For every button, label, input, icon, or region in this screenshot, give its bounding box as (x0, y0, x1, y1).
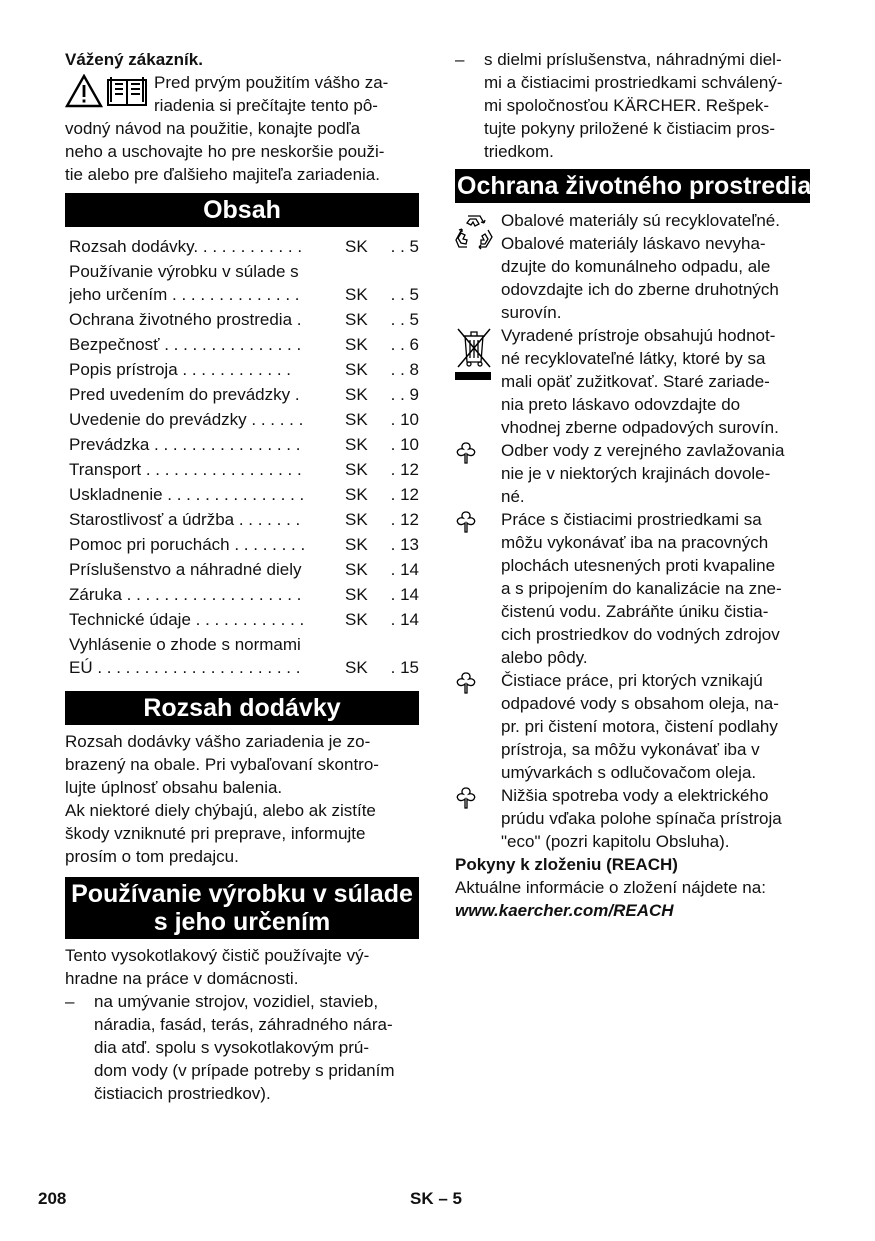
delivery-line: Rozsah dodávky vášho zariadenia je zo- (65, 732, 371, 751)
toc-entry[interactable]: Uskladnenie . . . . . . . . . . . . . . . SK . 12 (69, 485, 419, 504)
dash-bullet: – (65, 992, 75, 1011)
delivery-line: prosím o tom predajcu. (65, 847, 239, 866)
warning-manual-icon (65, 74, 151, 108)
tree-icon (455, 786, 477, 810)
env-item: Vyradené prístroje obsahujú hodnot- né recyklovateľné látky, ktoré by sa mali opäť zužitkovať. Staré zariade- nia preto láskavo odovzdajte do vhodnej zberne odpadových surovín. (455, 324, 810, 439)
toc-entry[interactable]: Záruka . . . . . . . . . . . . . . . . . . . SK . 14 (69, 585, 419, 604)
right-column (455, 48, 810, 922)
toc-entry[interactable]: Rozsah dodávky. . . . . . . . . . . . SK . . 5 (69, 237, 419, 256)
toc-entry[interactable]: Používanie výrobku v súlade s jeho určením . . . . . . . . . . . . . . SK . . 5 (69, 262, 419, 304)
toc-entry[interactable]: Uvedenie do prevádzky . . . . . . SK . 10 (69, 410, 419, 429)
list-item: – na umývanie strojov, vozidiel, stavieb, náradia, fasád, terás, záhradného nára- dia atď. spolu s vysokotlakovým prú- dom vody (v prípade potreby s pridaním čistiacich prostriedkov). (65, 992, 395, 1103)
intended-use-text (65, 944, 419, 1105)
intro-line4: neho a uschovajte ho pre neskoršie použi- (65, 142, 385, 161)
toc-entry[interactable]: Vyhlásenie o zhode s normami EÚ . . . . . . . . . . . . . . . . . . . . . . SK . 15 (69, 635, 419, 677)
tree-icon (455, 671, 477, 695)
delivery-line: Ak niektoré diely chýbajú, alebo ak zistíte (65, 801, 376, 820)
environment-list (455, 209, 810, 853)
left-column (65, 48, 419, 1105)
toc-heading: Obsah (65, 193, 419, 227)
env-item: Čistiace práce, pri ktorých vznikajú odpadové vody s obsahom oleja, na- pr. pri čistení motora, čistení podlahy prístroja, sa môžu vykonávať iba v umývarkách s odlučovačom oleja. (455, 669, 810, 784)
toc-entry[interactable]: Prevádzka . . . . . . . . . . . . . . . . SK . 10 (69, 435, 419, 454)
env-item: Odber vody z verejného zavlažovania nie je v niektorých krajinách dovole- né. (455, 439, 810, 508)
list-item: – s dielmi príslušenstva, náhradnými diel- mi a čistiacimi prostriedkami schválený- mi spoločnosťou KÄRCHER. Rešpek- tujte pokyny priložené k čistiacim pros- triedkom. (455, 50, 783, 161)
intro-line3: vodný návod na použitie, konajte podľa (65, 119, 361, 138)
toc-entry[interactable]: Bezpečnosť . . . . . . . . . . . . . . . SK . . 6 (69, 335, 419, 354)
toc-entry[interactable]: Pomoc pri poruchách . . . . . . . . SK . 13 (69, 535, 419, 554)
manual-book-icon (108, 77, 146, 105)
delivery-line: škody vzniknuté pri preprave, informujte (65, 824, 366, 843)
dash-bullet: – (455, 50, 465, 69)
section-label: SK – 5 (410, 1189, 462, 1208)
environment-heading: Ochrana životného prostredia (455, 169, 810, 203)
delivery-heading: Rozsah dodávky (65, 691, 419, 725)
toc-entry[interactable]: Technické údaje . . . . . . . . . . . . SK . 14 (69, 610, 419, 629)
toc-entry[interactable]: Príslušenstvo a náhradné diely SK . 14 (69, 560, 419, 579)
toc-entry[interactable]: Starostlivosť a údržba . . . . . . . SK . 12 (69, 510, 419, 529)
page-number: 208 (38, 1189, 67, 1208)
intended-use-heading (65, 877, 419, 939)
reach-heading: Pokyny k zloženiu (REACH) (455, 855, 678, 874)
delivery-line: brazený na obale. Pri vybaľovaní skontro- (65, 755, 379, 774)
table-of-contents (65, 235, 419, 679)
tree-icon (455, 441, 477, 465)
env-item: Obalové materiály sú recyklovateľné. Obalové materiály láskavo nevyha- dzujte do komunálneho odpadu, ale odovzdajte ich do zberne druhotných surovín. (455, 209, 810, 324)
delivery-line: lujte úplnosť obsahu balenia. (65, 778, 283, 797)
toc-entry[interactable]: Ochrana životného prostredia . SK . . 5 (69, 310, 419, 329)
reach-text: Aktuálne informácie o zložení nájdete na: (455, 878, 766, 897)
toc-entry[interactable]: Transport . . . . . . . . . . . . . . . . . SK . 12 (69, 460, 419, 479)
delivery-text (65, 730, 419, 868)
intended-use-line: Tento vysokotlakový čistič používajte vý- (65, 946, 370, 965)
intended-use-heading-line1: Používanie výrobku v súlade (71, 880, 413, 908)
tree-icon (455, 510, 477, 534)
toc-entry[interactable]: Popis prístroja . . . . . . . . . . . . SK . . 8 (69, 360, 419, 379)
intro-line1: Pred prvým použitím vášho za- (154, 73, 389, 92)
env-item: Práce s čistiacimi prostriedkami sa môžu vykonávať iba na pracovných plochách utesnených proti kvapaline a s pripojením do kanalizácie na zne- čistenú vodu. Zabráňte úniku čistia- cich prostriedkov do vodných zdrojov alebo pôdy. (455, 508, 810, 669)
env-item: Nižšia spotreba vody a elektrického prúdu vďaka polohe spínača prístroja "eco" (pozri kapitolu Obsluha). (455, 784, 810, 853)
toc-entry[interactable]: Pred uvedením do prevádzky . SK . . 9 (69, 385, 419, 404)
recycling-icon (455, 212, 493, 250)
reach-link[interactable]: www.kaercher.com/REACH (455, 901, 674, 920)
intro-line2: riadenia si prečítajte tento pô- (154, 96, 378, 115)
greeting: Vážený zákazník. (65, 50, 203, 69)
intro-line5: tie alebo pre ďalšieho majiteľa zariadenia. (65, 165, 380, 184)
intro (65, 48, 419, 186)
warning-triangle-icon (67, 76, 101, 106)
intended-use-line: hradne na práce v domácnosti. (65, 969, 299, 988)
crossed-bin-icon (455, 326, 493, 386)
intended-use-heading-line2: s jeho určením (153, 908, 331, 936)
